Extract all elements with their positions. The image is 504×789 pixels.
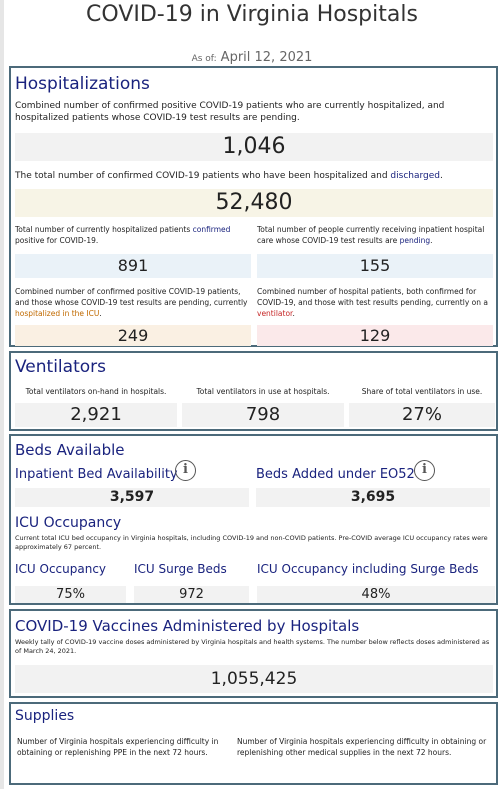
occ-surge-label: ICU Occupancy including Surge Beds [257, 562, 479, 576]
icu-occupancy-description: Current total ICU bed occupancy in Virginia hospitals, including COVID-19 and non-COVID patients. Pre-COVID average ICU occupancy rates were approximately 67 percent. [15, 534, 488, 551]
ventilators-heading: Ventilators [15, 357, 106, 377]
vent-share-label: Share of total ventilators in use. [361, 387, 483, 396]
ventilators-panel [9, 351, 498, 431]
ventilator-description [257, 286, 493, 319]
left-edge-bar [0, 0, 4, 789]
supplies-panel [9, 702, 498, 785]
discharged-description-text: The total number of confirmed COVID-19 patients who have been hospitalized and [15, 171, 391, 181]
page-title: COVID-19 in Virginia Hospitals [86, 2, 418, 27]
confirmed-description [15, 224, 251, 246]
pending-desc-text: Total number of people currently receiving inpatient hospital care whose COVID-19 test results are [257, 225, 485, 245]
vaccines-panel [9, 609, 498, 698]
icu-occupancy-heading: ICU Occupancy [15, 515, 122, 531]
hospitalized-description: Combined number of confirmed positive COVID-19 patients who are currently hospitalized, and hospitalized patients whose COVID-19 test results are pending. [15, 101, 445, 123]
vent-inuse-label: Total ventilators in use at hospitals. [196, 387, 330, 396]
vent-onhand-value: 2,921 [15, 403, 177, 427]
eo52-beds-label: Beds Added under EO52 [256, 467, 415, 482]
discharged-description [15, 170, 493, 182]
confirmed-desc-end: positive for COVID-19. [15, 236, 99, 245]
other-supplies-description: Number of Virginia hospitals experiencing difficulty in obtaining or replenishing other medical supplies in the next 72 hours. [237, 737, 487, 757]
inpatient-info-icon[interactable]: i [175, 460, 196, 481]
icu-desc-end: . [99, 309, 102, 318]
discharged-description-end: . [440, 171, 443, 181]
as-of-date: April 12, 2021 [220, 50, 313, 65]
hospitalizations-heading: Hospitalizations [15, 74, 150, 94]
vent-share-value: 27% [349, 403, 495, 427]
eo52-info-icon[interactable]: i [414, 460, 435, 481]
as-of-label: As of: [191, 54, 217, 64]
icu-description [15, 286, 251, 319]
vent-desc-text: Combined number of hospital patients, both confirmed for COVID-19, and those with test results pending, currently on a [257, 287, 488, 307]
vent-desc-end: . [292, 309, 295, 318]
vaccines-heading: COVID-19 Vaccines Administered by Hospitals [15, 617, 360, 635]
beds-heading: Beds Available [15, 441, 125, 459]
icu-keyword: hospitalized in the ICU [15, 309, 100, 318]
inpatient-bed-value: 3,597 [15, 488, 249, 507]
pending-keyword: pending [399, 236, 431, 245]
icu-desc-text: Combined number of confirmed positive COVID-19 patients, and those whose COVID-19 test results are pending, currently [15, 287, 248, 307]
ventilator-value: 129 [257, 325, 493, 346]
inpatient-bed-label: Inpatient Bed Availability [15, 467, 178, 482]
surge-beds-label: ICU Surge Beds [134, 562, 227, 576]
icu-value: 249 [15, 325, 251, 346]
supplies-heading: Supplies [15, 708, 75, 724]
eo52-beds-value: 3,695 [256, 488, 490, 507]
pending-value: 155 [257, 254, 493, 278]
beds-panel [9, 434, 498, 605]
vaccines-description: Weekly tally of COVID-19 vaccine doses administered by Virginia hospitals and health systems. The number below reflects doses administered as of March 24, 2021. [15, 638, 490, 655]
surge-beds-value: 972 [134, 586, 249, 603]
hospitalized-total: 1,046 [15, 133, 493, 161]
occ-surge-value: 48% [257, 586, 495, 603]
vent-keyword: ventilator [257, 309, 293, 318]
confirmed-value: 891 [15, 254, 251, 278]
discharged-total: 52,480 [15, 189, 493, 217]
vent-onhand-label: Total ventilators on-hand in hospitals. [25, 387, 167, 396]
as-of [0, 46, 504, 65]
confirmed-keyword: confirmed [192, 225, 231, 234]
pending-desc-end: . [430, 236, 433, 245]
ppe-description: Number of Virginia hospitals experiencing difficulty in obtaining or replenishing PPE in the next 72 hours. [17, 737, 219, 757]
hospitalizations-panel [9, 66, 498, 347]
icu-occ-value: 75% [15, 586, 126, 603]
confirmed-desc-text: Total number of currently hospitalized patients [15, 225, 193, 234]
discharged-keyword: discharged [390, 171, 440, 181]
pending-description [257, 224, 493, 246]
vent-inuse-value: 798 [182, 403, 344, 427]
vaccines-value: 1,055,425 [15, 665, 493, 693]
icu-occ-label: ICU Occupancy [15, 562, 107, 576]
